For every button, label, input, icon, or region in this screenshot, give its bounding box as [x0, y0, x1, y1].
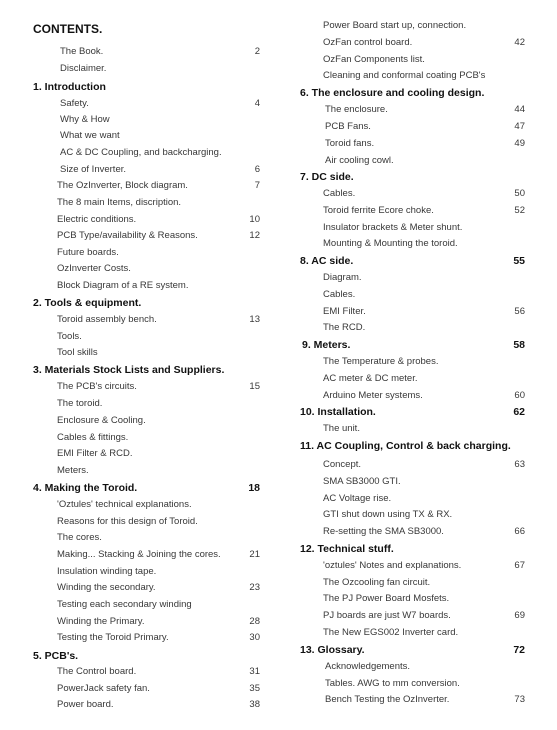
toc-entry — [0, 614, 300, 630]
toc-entry-label: The Ozcooling fan circuit. — [323, 577, 431, 588]
toc-page-number: 12 — [249, 230, 260, 241]
toc-entry — [0, 497, 300, 513]
toc-entry — [298, 558, 557, 574]
toc-entry-label: PJ boards are just W7 boards. — [323, 610, 451, 621]
toc-entry-label: The PCB's circuits. — [57, 381, 137, 392]
toc-entry-label: Cleaning and conformal coating PCB's — [323, 70, 486, 81]
toc-entry-label: EMI Filter. — [323, 306, 366, 317]
toc-entry — [298, 457, 557, 473]
toc-entry-label: AC meter & DC meter. — [323, 373, 418, 384]
section-heading — [0, 648, 300, 664]
toc-entry-label: Making... Stacking & Joining the cores. — [57, 549, 221, 560]
toc-page-number: 28 — [249, 616, 260, 627]
toc-entry-label: Bench Testing the OzInverter. — [325, 694, 450, 705]
toc-entry — [298, 491, 557, 507]
toc-page-number: 2 — [254, 46, 260, 57]
toc-page-number: 67 — [514, 560, 525, 571]
toc-page-number: 31 — [249, 666, 260, 677]
toc-page-number: 30 — [249, 632, 260, 643]
toc-entry-label: The Book. — [60, 46, 104, 57]
toc-entry — [0, 446, 300, 462]
toc-entry — [298, 507, 557, 523]
section-heading — [0, 362, 300, 378]
toc-page-number: 50 — [514, 188, 525, 199]
toc-entry — [0, 44, 300, 60]
toc-entry-label: Cables & fittings. — [57, 432, 129, 443]
toc-entry-label: GTI shut down using TX & RX. — [323, 509, 453, 520]
toc-entry — [0, 530, 300, 546]
toc-page-number: 18 — [248, 482, 260, 494]
toc-entry-label: The unit. — [323, 423, 360, 434]
toc-entry-label: Insulator brackets & Meter shunt. — [323, 222, 463, 233]
toc-entry-label: Power board. — [57, 699, 114, 710]
toc-page-number: 49 — [514, 138, 525, 149]
toc-entry-label: Why & How — [60, 114, 110, 125]
toc-entry-label: Tool skills — [57, 347, 98, 358]
toc-entry-label: The enclosure. — [325, 104, 388, 115]
toc-entry-label: Winding the Primary. — [57, 616, 145, 627]
toc-entry — [298, 220, 557, 236]
toc-entry-label: Testing the Toroid Primary. — [57, 632, 169, 643]
toc-entry — [298, 186, 557, 202]
toc-entry-label: Future boards. — [57, 247, 119, 258]
toc-entry-label: The New EGS002 Inverter card. — [323, 627, 459, 638]
toc-page-number: 35 — [249, 683, 260, 694]
toc-page-number: 62 — [513, 406, 525, 418]
toc-entry-label: 2. Tools & equipment. — [33, 297, 142, 309]
toc-entry — [0, 430, 300, 446]
toc-entry-label: The Control board. — [57, 666, 137, 677]
toc-entry — [298, 371, 557, 387]
toc-entry — [0, 212, 300, 228]
toc-entry-label: 13. Glossary. — [300, 644, 365, 656]
toc-entry — [298, 270, 557, 286]
toc-entry — [298, 676, 557, 692]
toc-entry — [0, 345, 300, 361]
toc-entry-label: 10. Installation. — [300, 406, 376, 418]
toc-page-number: 52 — [514, 205, 525, 216]
toc-entry-label: EMI Filter & RCD. — [57, 448, 133, 459]
section-heading — [298, 404, 557, 420]
toc-entry-label: OzFan Components list. — [323, 54, 425, 65]
toc-entry — [0, 261, 300, 277]
toc-entry — [0, 112, 300, 128]
toc-entry-label: Safety. — [60, 98, 89, 109]
toc-entry-label: Electric conditions. — [57, 214, 137, 225]
toc-entry-label: 4. Making the Toroid. — [33, 482, 138, 494]
toc-entry — [298, 575, 557, 591]
toc-entry-label: Winding the secondary. — [57, 582, 156, 593]
toc-entry-label: The 8 main Items, discription. — [57, 197, 182, 208]
toc-entry-label: AC Voltage rise. — [323, 493, 392, 504]
toc-entry — [0, 128, 300, 144]
section-heading — [298, 169, 557, 185]
toc-page-number: 56 — [514, 306, 525, 317]
toc-entry-label: Toroid ferrite Ecore choke. — [323, 205, 434, 216]
toc-entry-label: Cables. — [323, 188, 356, 199]
section-heading — [298, 85, 557, 101]
toc-entry — [0, 61, 300, 77]
toc-entry — [298, 608, 557, 624]
toc-entry-label: 'Oztules' technical explanations. — [57, 499, 192, 510]
toc-entry — [0, 145, 300, 161]
toc-entry-label: Insulation winding tape. — [57, 566, 157, 577]
toc-page-number: 4 — [254, 98, 260, 109]
toc-entry-label: Diagram. — [323, 272, 362, 283]
toc-entry-label: Size of Inverter. — [60, 164, 127, 175]
toc-entry — [0, 697, 300, 713]
toc-entry-label: CONTENTS. — [33, 22, 103, 36]
toc-entry — [0, 664, 300, 680]
toc-page-number: 38 — [249, 699, 260, 710]
toc-entry — [298, 320, 557, 336]
toc-entry — [298, 153, 557, 169]
toc-entry-label: 'oztules' Notes and explanations. — [323, 560, 462, 571]
toc-entry — [0, 547, 300, 563]
toc-page-number: 7 — [254, 180, 260, 191]
toc-entry-label: Toroid fans. — [325, 138, 375, 149]
toc-entry — [0, 564, 300, 580]
toc-page-number: 55 — [513, 255, 525, 267]
toc-entry — [298, 102, 557, 118]
toc-page-number: 47 — [514, 121, 525, 132]
toc-entry — [298, 421, 557, 437]
toc-entry — [0, 96, 300, 112]
toc-entry — [298, 692, 557, 708]
section-heading — [298, 642, 557, 658]
toc-entry — [298, 136, 557, 152]
toc-entry — [298, 625, 557, 641]
section-heading — [298, 541, 557, 557]
toc-entry — [298, 388, 557, 404]
toc-page-number: 6 — [254, 164, 260, 175]
toc-page-number: 15 — [249, 381, 260, 392]
toc-entry-label: 6. The enclosure and cooling design. — [300, 87, 485, 99]
toc-entry — [0, 228, 300, 244]
toc-entry — [0, 245, 300, 261]
toc-entry-label: 12. Technical stuff. — [300, 543, 394, 555]
toc-entry-label: Tools. — [57, 331, 82, 342]
toc-entry — [0, 329, 300, 345]
toc-entry-label: Cables. — [323, 289, 356, 300]
toc-page-number: 69 — [514, 610, 525, 621]
toc-entry-label: 8. AC side. — [300, 255, 354, 267]
toc-entry — [0, 580, 300, 596]
toc-entry-label: PCB Fans. — [325, 121, 371, 132]
toc-entry-label: Meters. — [57, 465, 89, 476]
toc-entry — [298, 52, 557, 68]
toc-page-number: 58 — [513, 339, 525, 351]
toc-entry-label: PowerJack safety fan. — [57, 683, 150, 694]
toc-page-number: 42 — [514, 37, 525, 48]
toc-entry-label: 5. PCB's. — [33, 650, 79, 662]
toc-entry-label: The RCD. — [323, 322, 366, 333]
toc-entry-label: 9. Meters. — [302, 339, 351, 351]
toc-entry — [0, 312, 300, 328]
toc-page-number: 13 — [249, 314, 260, 325]
toc-entry-label: Testing each secondary winding — [57, 599, 192, 610]
toc-entry-label: 11. AC Coupling, Control & back charging. — [300, 440, 511, 452]
toc-entry — [0, 597, 300, 613]
toc-entry — [0, 396, 300, 412]
toc-page-number: 72 — [513, 644, 525, 656]
toc-entry-label: SMA SB3000 GTI. — [323, 476, 401, 487]
toc-entry — [298, 119, 557, 135]
section-heading — [0, 79, 300, 95]
toc-entry-label: The Temperature & probes. — [323, 356, 439, 367]
toc-entry-label: Arduino Meter systems. — [323, 390, 423, 401]
toc-entry — [0, 379, 300, 395]
toc-entry — [298, 203, 557, 219]
contents-title — [0, 21, 300, 37]
toc-entry-label: Re-setting the SMA SB3000. — [323, 526, 444, 537]
section-heading — [298, 337, 557, 353]
toc-entry — [0, 514, 300, 530]
toc-entry-label: The toroid. — [57, 398, 103, 409]
toc-entry-label: Air cooling cowl. — [325, 155, 394, 166]
toc-entry-label: Concept. — [323, 459, 362, 470]
toc-entry — [0, 681, 300, 697]
toc-entry — [298, 524, 557, 540]
toc-page-number: 63 — [514, 459, 525, 470]
toc-entry — [298, 287, 557, 303]
toc-entry — [0, 178, 300, 194]
toc-entry-label: Reasons for this design of Toroid. — [57, 516, 198, 527]
toc-entry-label: Mounting & Mounting the toroid. — [323, 238, 458, 249]
toc-page-number: 44 — [514, 104, 525, 115]
toc-page-number: 66 — [514, 526, 525, 537]
toc-entry-label: The PJ Power Board Mosfets. — [323, 593, 450, 604]
section-heading — [0, 480, 300, 496]
toc-entry-label: Toroid assembly bench. — [57, 314, 157, 325]
toc-entry-label: The OzInverter, Block diagram. — [57, 180, 188, 191]
toc-page-number: 10 — [249, 214, 260, 225]
toc-entry-label: Power Board start up, connection. — [323, 20, 467, 31]
toc-entry — [298, 474, 557, 490]
toc-entry — [298, 35, 557, 51]
toc-entry-label: What we want — [60, 130, 120, 141]
toc-entry-label: OzFan control board. — [323, 37, 413, 48]
toc-entry — [0, 413, 300, 429]
toc-entry — [298, 304, 557, 320]
toc-entry — [0, 463, 300, 479]
toc-entry-label: 3. Materials Stock Lists and Suppliers. — [33, 364, 225, 376]
section-heading — [298, 438, 557, 454]
toc-entry — [0, 195, 300, 211]
toc-entry-label: Disclaimer. — [60, 63, 107, 74]
section-heading — [0, 295, 300, 311]
toc-entry — [298, 18, 557, 34]
toc-entry-label: The cores. — [57, 532, 102, 543]
toc-entry-label: Block Diagram of a RE system. — [57, 280, 189, 291]
toc-page-number: 21 — [249, 549, 260, 560]
toc-entry-label: 1. Introduction — [33, 81, 106, 93]
toc-entry-label: PCB Type/availability & Reasons. — [57, 230, 198, 241]
toc-entry-label: Tables. AWG to mm conversion. — [325, 678, 460, 689]
toc-entry-label: OzInverter Costs. — [57, 263, 131, 274]
section-heading — [298, 253, 557, 269]
toc-entry — [298, 68, 557, 84]
toc-entry-label: 7. DC side. — [300, 171, 354, 183]
toc-entry — [298, 659, 557, 675]
toc-page-number: 60 — [514, 390, 525, 401]
toc-entry-label: Acknowledgements. — [325, 661, 411, 672]
toc-entry — [0, 278, 300, 294]
toc-page-number: 73 — [514, 694, 525, 705]
toc-entry — [0, 162, 300, 178]
toc-entry-label: AC & DC Coupling, and backcharging. — [60, 147, 222, 158]
toc-entry — [298, 591, 557, 607]
toc-entry — [0, 630, 300, 646]
toc-entry — [298, 354, 557, 370]
toc-entry-label: Enclosure & Cooling. — [57, 415, 146, 426]
toc-page-number: 23 — [249, 582, 260, 593]
toc-entry — [298, 236, 557, 252]
